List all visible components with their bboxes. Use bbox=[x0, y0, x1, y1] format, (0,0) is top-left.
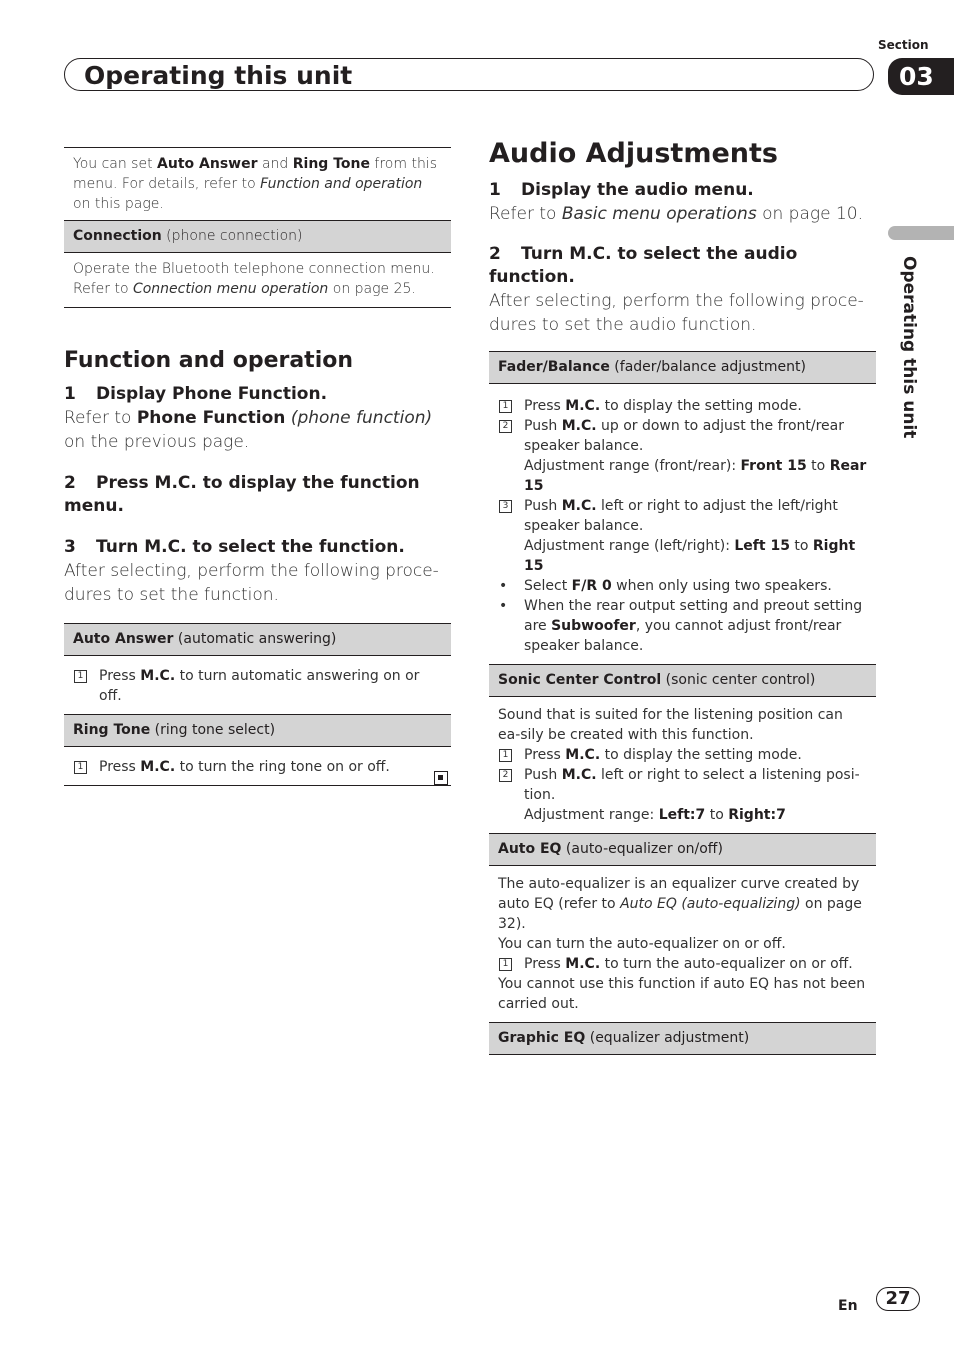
left-column bbox=[64, 147, 451, 786]
audio-step-2-text: After selecting, perform the following proce-dures to set the audio function. bbox=[489, 291, 864, 335]
step-marker: 3 bbox=[499, 500, 512, 513]
list-item: 1 Press M.C. to display the setting mode. bbox=[498, 745, 867, 765]
audio-step-1-title: 1 Display the audio menu. bbox=[489, 180, 754, 200]
function-section-title: Function and operation bbox=[64, 348, 354, 373]
step-3-title: 3 Turn M.C. to select the function. bbox=[64, 537, 405, 557]
list-item: 1 Press M.C. to turn the ring tone on or off. bbox=[73, 757, 442, 777]
step-marker: 2 bbox=[499, 769, 512, 782]
side-tab-bar bbox=[888, 226, 954, 240]
auto-eq-line: You can turn the auto-equalizer on or off. bbox=[498, 936, 786, 952]
list-item: 1 Press M.C. to display the setting mode. bbox=[498, 396, 867, 416]
step-marker: 1 bbox=[74, 761, 87, 774]
bullet: • bbox=[499, 598, 508, 614]
list-item: • Select F/R 0 when only using two speakers. bbox=[499, 578, 832, 594]
sonic-body bbox=[489, 697, 876, 834]
list-item: • When the rear output setting and preout setting are Subwoofer, you cannot adjust front/rear speaker balance. bbox=[499, 598, 863, 654]
auto-answer-body bbox=[64, 656, 451, 715]
ring-tone-header: Ring Tone (ring tone select) bbox=[64, 715, 451, 747]
intro-table bbox=[64, 147, 451, 308]
section-label: Section bbox=[878, 38, 929, 52]
page-number: 27 bbox=[876, 1287, 920, 1311]
auto-eq-outro: You cannot use this function if auto EQ has not been carried out. bbox=[498, 976, 866, 1012]
step-1-title: 1 Display Phone Function. bbox=[64, 384, 328, 404]
list-item: 2 Push M.C. left or right to select a listening posi-tion. Adjustment range: Left:7 to Right:7 bbox=[498, 765, 867, 825]
auto-answer-table bbox=[64, 623, 451, 786]
graphic-eq-header: Graphic EQ (equalizer adjustment) bbox=[489, 1023, 876, 1054]
section-badge: 03 bbox=[888, 58, 954, 95]
step-2-title: 2 Press M.C. to display the function menu. bbox=[64, 473, 420, 516]
auto-answer-header: Auto Answer (automatic answering) bbox=[64, 624, 451, 656]
list-item: 1 Press M.C. to turn the auto-equalizer on or off. bbox=[498, 954, 867, 974]
step-3-text: After selecting, perform the following proce-dures to set the function. bbox=[64, 561, 439, 605]
step-1-text: Refer to Phone Function (phone function) on the previous page. bbox=[64, 408, 433, 452]
sonic-intro: Sound that is suited for the listening position can ea-sily be created with this function. bbox=[498, 707, 843, 743]
auto-eq-intro: The auto-equalizer is an equalizer curve created by auto EQ (refer to Auto EQ (auto-equalizing) on page 32). bbox=[498, 876, 862, 932]
page-title: Operating this unit bbox=[84, 61, 353, 90]
intro-text: You can set Auto Answer and Ring Tone from this menu. For details, refer to Function and operation on this page. bbox=[64, 148, 451, 221]
fader-header: Fader/Balance (fader/balance adjustment) bbox=[489, 352, 876, 384]
side-tab-label: Operating this unit bbox=[899, 256, 919, 439]
list-item: 2 Push M.C. up or down to adjust the front/rear speaker balance. Adjustment range (front/rear): Front 15 to Rear 15 bbox=[498, 416, 867, 496]
language-label: En bbox=[838, 1298, 858, 1314]
list-item: 1 Press M.C. to turn automatic answering on or off. bbox=[73, 666, 442, 706]
connection-header: Connection (phone connection) bbox=[64, 221, 451, 253]
sonic-header: Sonic Center Control (sonic center control) bbox=[489, 665, 876, 697]
audio-table bbox=[489, 351, 876, 1055]
auto-eq-body bbox=[489, 866, 876, 1023]
fader-body bbox=[489, 384, 876, 665]
step-marker: 1 bbox=[499, 958, 512, 971]
ring-tone-body bbox=[64, 747, 451, 785]
bullet: • bbox=[499, 578, 508, 594]
step-marker: 1 bbox=[499, 400, 512, 413]
list-item: 3 Push M.C. left or right to adjust the left/right speaker balance. Adjustment range (left/right): Left 15 to Right 15 bbox=[498, 496, 867, 576]
end-of-section-icon bbox=[434, 771, 448, 785]
connection-text: Operate the Bluetooth telephone connection menu. Refer to Connection menu operation on page 25. bbox=[73, 261, 435, 297]
right-column bbox=[489, 138, 876, 1055]
step-marker: 2 bbox=[499, 420, 512, 433]
step-marker: 1 bbox=[499, 749, 512, 762]
audio-step-2-title: 2 Turn M.C. to select the audio function. bbox=[489, 244, 798, 287]
step-marker: 1 bbox=[74, 670, 87, 683]
audio-step-1-text: Refer to Basic menu operations on page 10. bbox=[489, 204, 863, 224]
audio-section-title: Audio Adjustments bbox=[489, 138, 778, 169]
auto-eq-header: Auto EQ (auto-equalizer on/off) bbox=[489, 834, 876, 866]
